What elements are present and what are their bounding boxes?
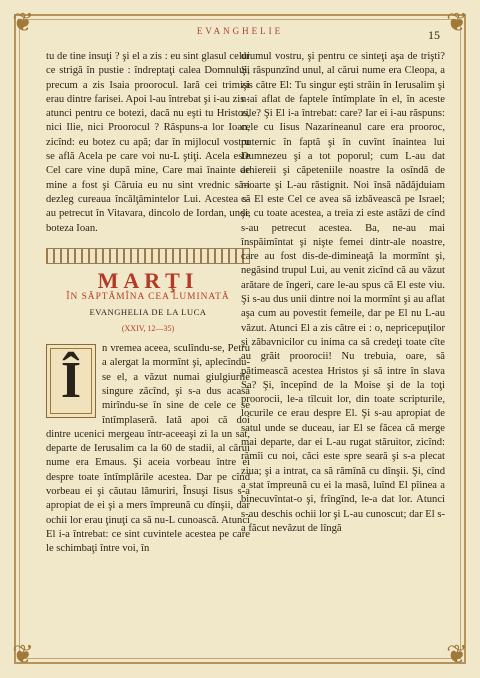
section-title: MARŢI xyxy=(97,267,199,293)
section-text: n vremea aceea, sculîndu-se, Petru a alergat la mormînt şi, aplecîndu-se el, a văzut numai giulgiurile singure zăcînd, şi s-a dus acasă mirîndu-se în sine de cele ce se întîmplaseră. Iată apoi că doi dintre ucenici mergeau într-aceeaşi zi la un sat, departe de Ierusalim ca la 60 de stadii, al cărui nume era Emaus. Şi aceia vorbeau între ei despre toate întîmplările acestea. Dar pe cînd vorbeau ei şi căutau lămuriri, Însuşi Iisus s-a apropiat de ei şi a mers împreună cu dînşii, dar ochii lor erau ţinuţi ca să nu-L cunoască. Atunci El i-a întrebat: ce sint cuvintele acestea pe care le schimbaţi între voi, în xyxy=(46,343,250,555)
drop-cap: Î xyxy=(46,344,96,418)
section-body xyxy=(46,342,250,556)
right-column xyxy=(241,50,445,536)
corner-ornament-top-right-icon: ❦ xyxy=(446,8,468,37)
section-subtitle: ÎN SĂPTĂMÎNA CEA LUMINATĂ xyxy=(66,292,230,303)
ornamental-divider xyxy=(46,248,250,264)
running-head: EVANGHELIE xyxy=(196,26,284,36)
right-column-text: drumul vostru, şi pentru ce sinteţi aşa de trişti? Şi răspunzînd unul, al cărui nume era Cleopa, a zis către El: Tu singur eşti străin în Ierusalim şi n-ai aflat de faptele întîmplate în el, în aceste zile? Şi El i-a întrebat: care? Iar ei i-au răspuns: cele cu Iisus Nazarineanul care era prooroc, puternic în faptă şi în cuvînt înaintea lui Dumnezeu şi a tot poporul; cum L-au dat arhiereii şi căpeteniile noastre la osîndă de moarte şi L-au răstignit. Noi însă nădăjduiam că El este Cel ce avea să izbăvească pe Israel; şi, cu toate acestea, a treia zi este astăzi de cînd s-au petrecut acestea. Ba, ne-au mai înspăimîntat şi nişte femei dintr-ale noastre, care au fost dis-de-dimineaţă la mormînt şi, negăsind trupul Lui, au venit zicînd că au văzut arătare de îngeri, care le-au spus că El este viu. Şi s-au dus unii dintre noi la mormînt şi au aflat aşa cum au povestit femeile, dar pe El nu L-au văzut. Atunci El a zis către ei : o, nepricepuţilor şi zăbavnicilor cu inima ca să credeţi toate cîte au grăit proorocii! Nu trebuia, oare, să pătimească acestea Hristos şi să intre în slava Sa? Şi, începînd de la Moise şi de la toţi proorocii, le-a tîlcuit lor, din toate scripturile, locurile ce erau despre El. Şi s-au apropiat de satul unde se duceau, iar El se făcea că merge mai departe, dar ei L-au rugat stăruitor, zicînd: rămîi cu noi, căci este spre seară şi s-a plecat ziua; şi a intrat, ca să rămînă cu dînşii. Şi, cînd a stat împreună cu ei la masă, luînd El pîinea a binecuvîntat-o şi, frîngînd, le-a dat lor. Atunci s-au deschis ochii lor şi L-au cunoscut; dar El s-a făcut nevăzut de lîngă xyxy=(241,51,445,534)
corner-ornament-bottom-left-icon: ❦ xyxy=(12,640,34,669)
section-source: EVANGHELIA DE LA LUCA xyxy=(89,307,207,318)
section-reference: (XXIV, 12—35) xyxy=(121,323,175,333)
page-number: 15 xyxy=(428,28,440,42)
corner-ornament-bottom-right-icon: ❦ xyxy=(446,640,468,669)
corner-ornament-top-left-icon: ❦ xyxy=(12,8,34,37)
left-column-opening-text: tu de tine insuţi ? şi el a zis : eu sint glasul celui ce strigă în pustie : îndreptaţi calea Domnului, precum a zis Isaia proorocul. Iară cei trimişi erau dintre farisei. Apoi l-au întrebat şi i-au zis : atunci pentru ce botezi, dacă nu eşti tu Hristos, nici Ilie, nici Proorocul ? Răspuns-a lor Ioan, zicînd: eu botez cu apă; dar în mijlocul vostru se află Acela pe care voi nu-L ştiţi. Acela este Cel care vine după mine, Care mai înainte de mine a fost şi Căruia eu nu sint vrednic să-i dezleg cureaua încălţămintelor Lui. Acestea s-au petrecut în Vitavara, dincolo de Iordan, unde boteza Ioan. xyxy=(46,51,250,234)
left-column xyxy=(46,50,250,557)
